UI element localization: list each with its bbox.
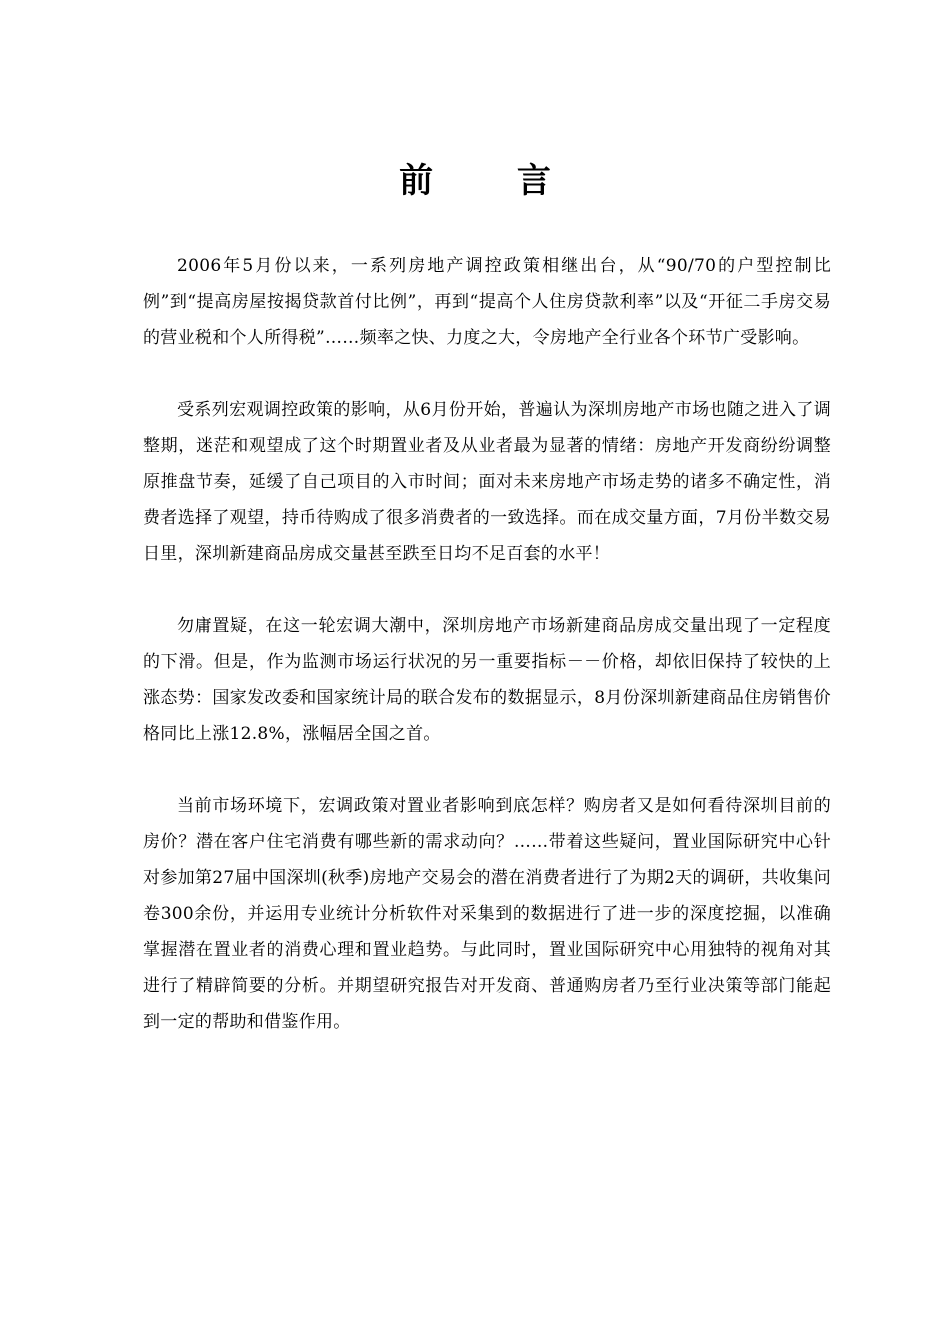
document-body [143,248,831,1040]
paragraph-1: 2006年5月份以来，一系列房地产调控政策相继出台，从“90/70的户型控制比例”到“提高房屋按揭贷款首付比例”，再到“提高个人住房贷款利率”以及“开征二手房交易的营业税和个人所得税”……频率之快、力度之大，令房地产全行业各个环节广受影响。 [143,256,831,348]
page-title: 前 言 [399,161,587,201]
paragraph-2: 受系列宏观调控政策的影响，从6月份开始，普遍认为深圳房地产市场也随之进入了调整期，迷茫和观望成了这个时期置业者及从业者最为显著的情绪：房地产开发商纷纷调整原推盘节奏，延缓了自己项目的入市时间；面对未来房地产市场走势的诸多不确定性，消费者选择了观望，持币待购成了很多消费者的一致选择。而在成交量方面，7月份半数交易日里，深圳新建商品房成交量甚至跌至日均不足百套的水平！ [143,400,831,564]
paragraph-4: 当前市场环境下，宏调政策对置业者影响到底怎样？购房者又是如何看待深圳目前的房价？潜在客户住宅消费有哪些新的需求动向？……带着这些疑问，置业国际研究中心针对参加第27届中国深圳(秋季)房地产交易会的潜在消费者进行了为期2天的调研，共收集问卷300余份，并运用专业统计分析软件对采集到的数据进行了进一步的深度挖掘，以准确掌握潜在置业者的消费心理和置业趋势。与此同时，置业国际研究中心用独特的视角对其进行了精辟简要的分析。并期望研究报告对开发商、普通购房者乃至行业决策等部门能起到一定的帮助和借鉴作用。 [143,796,831,1032]
paragraph-3: 勿庸置疑，在这一轮宏调大潮中，深圳房地产市场新建商品房成交量出现了一定程度的下滑。但是，作为监测市场运行状况的另一重要指标－－价格，却依旧保持了较快的上涨态势：国家发改委和国家统计局的联合发布的数据显示，8月份深圳新建商品住房销售价格同比上涨12.8%，涨幅居全国之首。 [143,616,831,744]
